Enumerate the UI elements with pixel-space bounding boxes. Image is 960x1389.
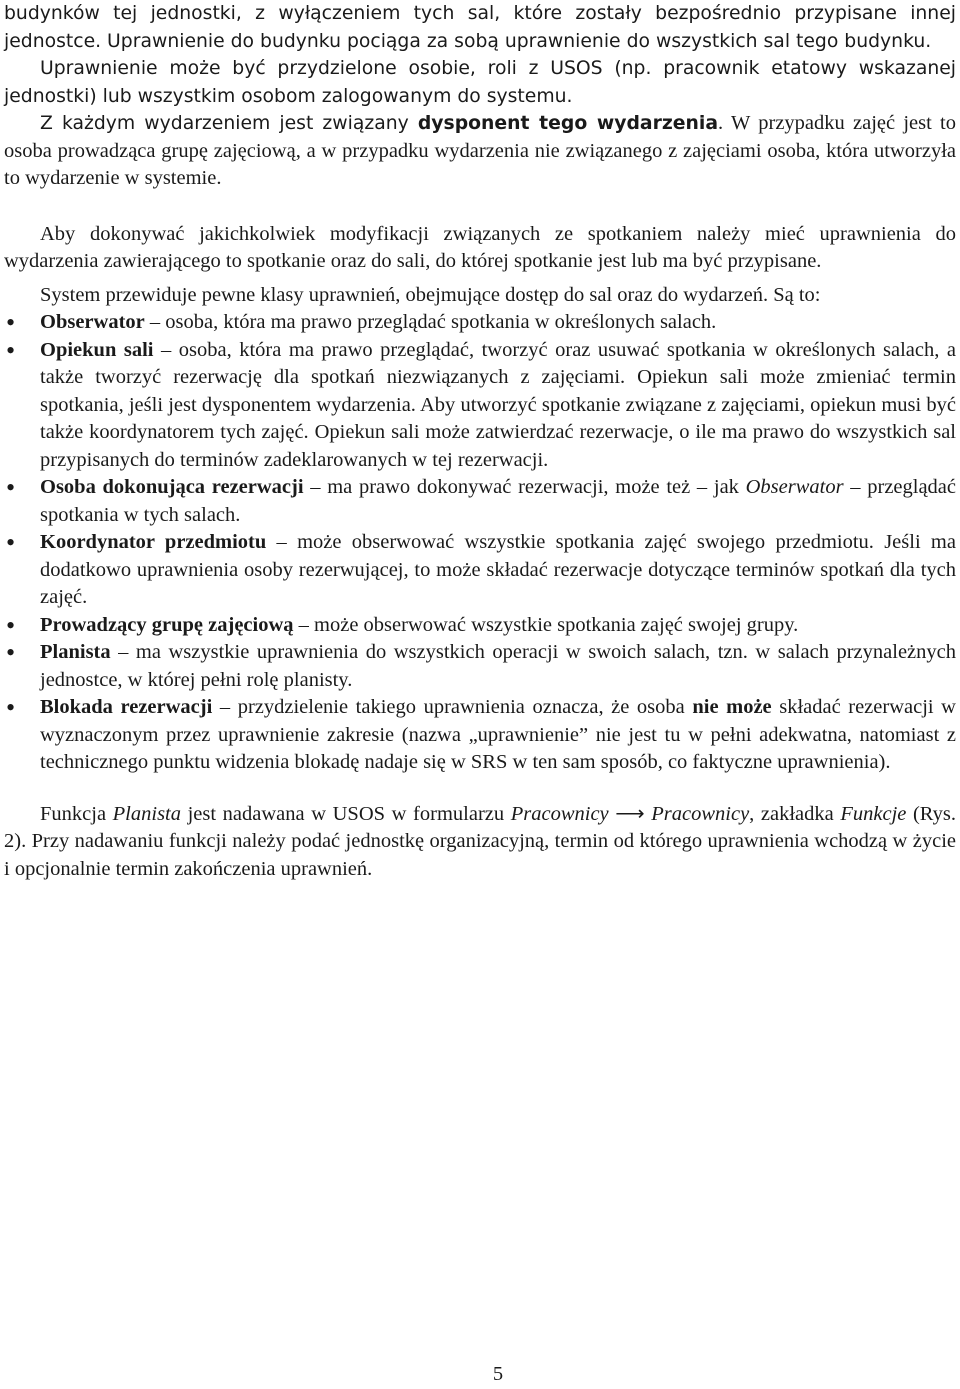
list-item: • Obserwator – osoba, która ma prawo przeglądać spotkania w określonych salach. — [4, 309, 956, 337]
page-number: 5 — [492, 1363, 504, 1385]
intro-paragraph-1: budynków tej jednostki, z wyłączeniem tych sal, które zostały bezpośrednio przypisane innej jednostce. Uprawnienie do budynku pociąga za sobą uprawnienie do wszystkich sal tego budynku. — [4, 3, 956, 52]
term-dysponent: dysponent tego wydarzenia — [417, 113, 719, 134]
intro-paragraph-4: Aby dokonywać jakichkolwiek modyfikacji związanych ze spotkaniem należy mieć uprawnienia do wydarzenia zawierającego to spotkanie oraz do sali, do której spotkanie jest lub ma być przypisane. — [4, 222, 956, 272]
arrow-icon: ⟶ — [608, 802, 652, 825]
document-page — [4, 0, 956, 883]
intro-paragraph-3: Z każdym wydarzeniem jest związany dysponent tego wydarzenia. W przypadku zajęć jest to osoba prowadząca grupę zajęciową, a w przypadku wydarzenia nie związanego z zajęciami osoba, która utworzyła to wydarzenie w systemie. — [4, 112, 957, 189]
list-item: • Prowadzący grupę zajęciową – może obserwować wszystkie spotkania zajęć swojej grupy. — [4, 612, 956, 640]
list-item: • Osoba dokonująca rezerwacji – ma prawo dokonywać rezerwacji, może też – jak Obserwator – przeglądać spotkania w tych salach. — [4, 474, 956, 529]
intro-paragraph-2: Uprawnienie może być przydzielone osobie, roli z USOS (np. pracownik etatowy wskazanej jednostki) lub wszystkim osobom zalogowanym do systemu. — [4, 58, 956, 107]
list-item: • Blokada rezerwacji – przydzielenie takiego uprawnienia oznacza, że osoba nie może składać rezerwacji w wyznaczonym przez uprawnienie zakresie (nazwa „uprawnienie” nie jest tu w pełni adekwatna, natomiast z technicznego punktu widzenia blokadę nadaje się w SRS w ten sam sposób, co faktyczne uprawnienia). — [4, 694, 956, 777]
roles-list — [4, 309, 956, 777]
list-item: • Koordynator przedmiotu – może obserwować wszystkie spotkania zajęć swojego przedmiotu. Jeśli ma dodatkowo uprawnienia osoby rezerwującej, to może składać rezerwacje dotyczące terminów spotkań dla tych zajęć. — [4, 529, 956, 612]
closing-paragraph: Funkcja Planista jest nadawana w USOS w formularzu Pracownicy ⟶ Pracownicy, zakładka Funkcje (Rys. 2). Przy nadawaniu funkcji należy podać jednostkę organizacyjną, termin od którego uprawnienia wchodzą w życie i opcjonalnie termin zakończenia uprawnień. — [4, 802, 956, 880]
list-item: • Planista – ma wszystkie uprawnienia do wszystkich operacji w swoich salach, tzn. w salach przynależnych jednostce, w której pełni rolę planisty. — [4, 639, 956, 694]
intro-paragraph-5: System przewiduje pewne klasy uprawnień, obejmujące dostęp do sal oraz do wydarzeń. Są to: — [40, 283, 821, 306]
list-item: • Opiekun sali – osoba, która ma prawo przeglądać, tworzyć oraz usuwać spotkania w określonych salach, a także tworzyć rezerwację dla spotkań niezwiązanych z zajęciami. Opiekun sali może zmieniać termin spotkania, jeśli jest dysponentem wydarzenia. Aby utworzyć spotkanie związane z zajęciami, opiekun musi być także koordynatorem tych zajęć. Opiekun sali może zatwierdzać rezerwacje, o ile ma prawo do wszystkich sal przypisanych do terminów zadeklarowanych w tej rezerwacji. — [4, 337, 956, 475]
